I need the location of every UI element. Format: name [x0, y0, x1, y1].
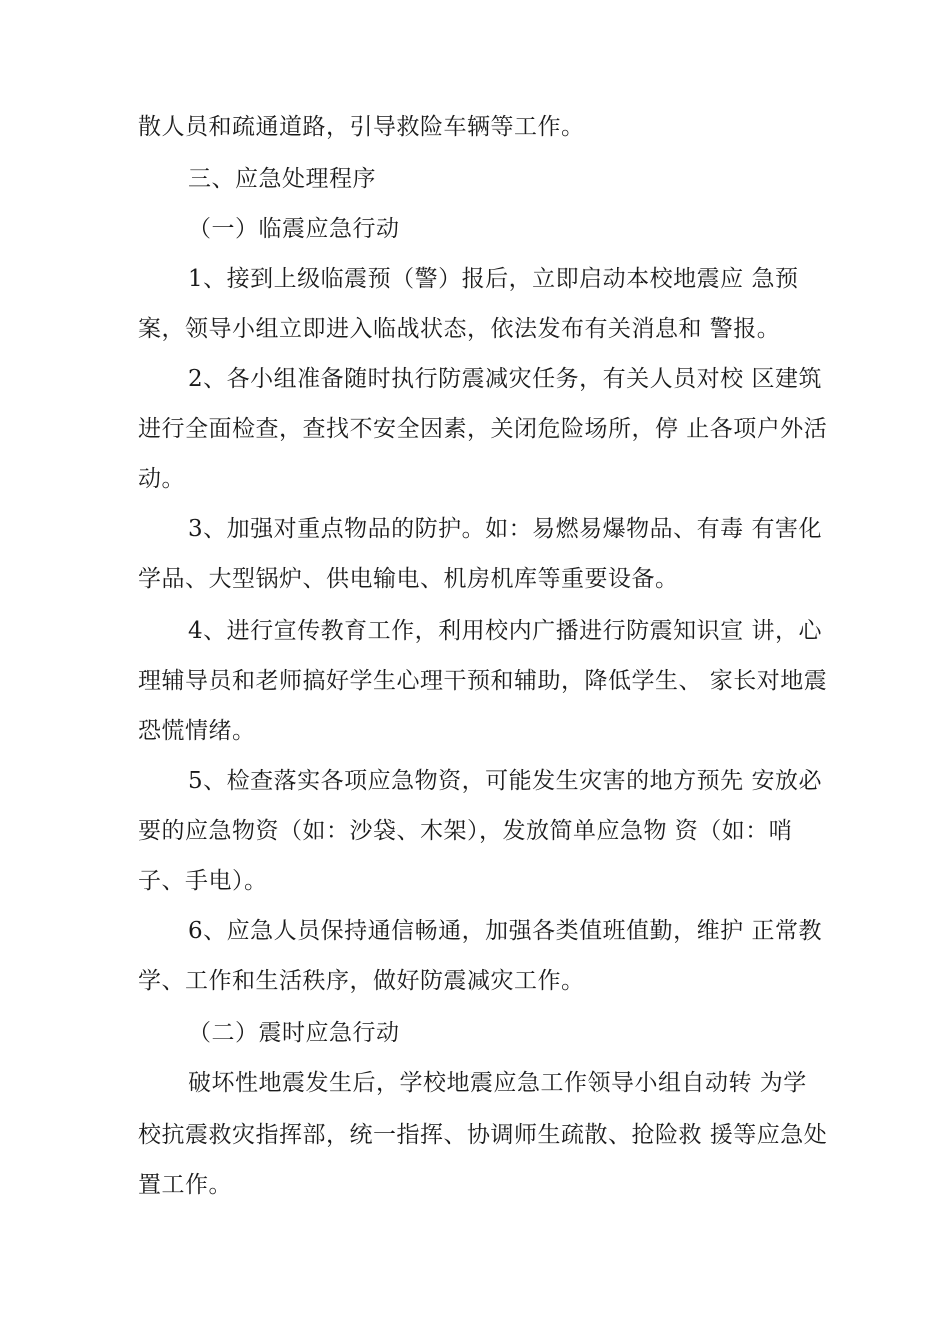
text-line: 破坏性地震发生后，学校地震应急工作领导小组自动转 为学 [188, 1070, 807, 1096]
text-line: 理辅导员和老师搞好学生心理干预和辅助，降低学生、 家长对地震 [138, 668, 828, 694]
text-line: 校抗震救灾指挥部，统一指挥、协调师生疏散、抢险救 援等应急处 [138, 1122, 828, 1148]
text-line: 进行全面检查，查找不安全因素，关闭危险场所，停 止各项户外活 [138, 416, 828, 442]
text-line: 3、加强对重点物品的防护。如：易燃易爆物品、有毒 有害化 [188, 516, 822, 542]
text-line: 案，领导小组立即进入临战状态，依法发布有关消息和 警报。 [138, 316, 781, 342]
text-line: 6、应急人员保持通信畅通，加强各类值班值勤，维护 正常教 [188, 918, 822, 944]
text-line: 2、各小组准备随时执行防震减灾任务，有关人员对校 区建筑 [188, 366, 822, 392]
text-line: 子、手电）。 [138, 868, 268, 894]
text-line: 要的应急物资（如：沙袋、木架），发放简单应急物 资（如：哨 [138, 818, 793, 844]
text-line: 4、进行宣传教育工作，利用校内广播进行防震知识宣 讲，心 [188, 618, 822, 644]
text-line: 学品、大型锅炉、供电输电、机房机库等重要设备。 [138, 566, 679, 592]
text-line: 1、接到上级临震预（警）报后，立即启动本校地震应 急预 [188, 266, 799, 292]
text-line: 置工作。 [138, 1172, 232, 1198]
text-line: 动。 [138, 466, 185, 492]
section-heading: 三、应急处理程序 [188, 166, 376, 192]
text-line: 散人员和疏通道路，引导救险车辆等工作。 [138, 114, 585, 140]
text-line: 5、检查落实各项应急物资，可能发生灾害的地方预先 安放必 [188, 768, 822, 794]
text-line: 恐慌情绪。 [138, 718, 256, 744]
text-line: 学、工作和生活秩序，做好防震减灾工作。 [138, 968, 585, 994]
subsection-heading: （二）震时应急行动 [188, 1020, 400, 1046]
subsection-heading: （一）临震应急行动 [188, 216, 400, 242]
